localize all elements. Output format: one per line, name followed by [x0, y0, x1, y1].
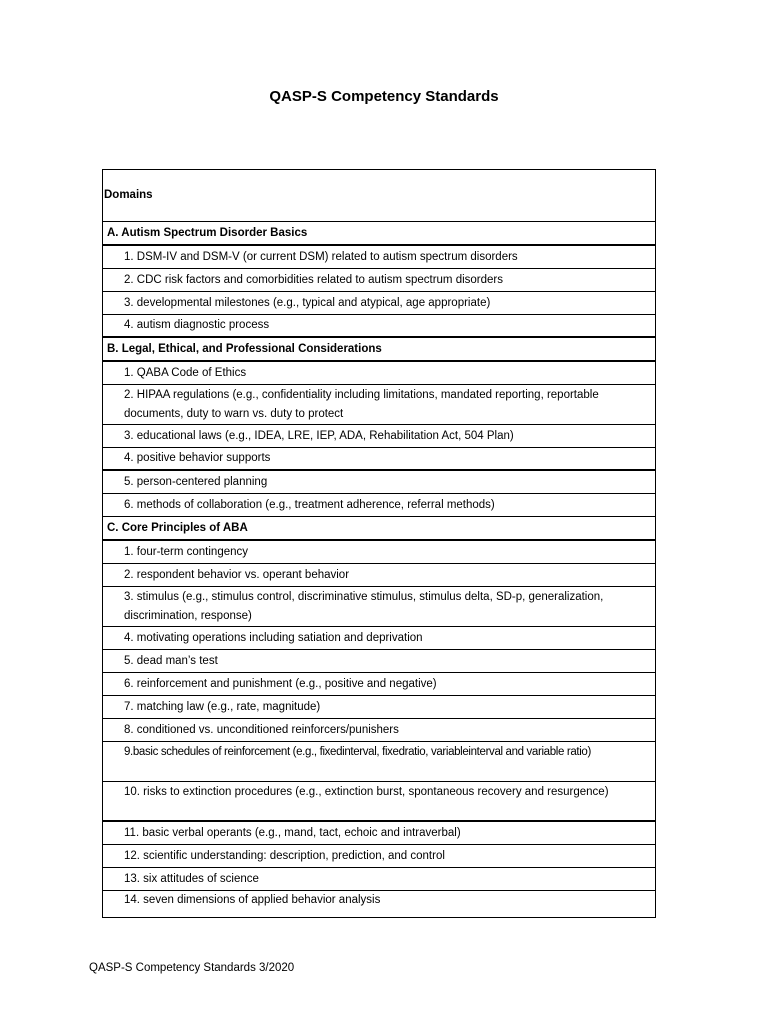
item-text: 4. positive behavior supports — [124, 452, 271, 464]
item-text: 1. four-term contingency — [124, 545, 249, 558]
item-text: 4. autism diagnostic process — [124, 319, 270, 331]
item-text: 3. educational laws (e.g., IDEA, LRE, IEP, ADA, Rehabilitation Act, 504 Plan) — [124, 429, 514, 442]
item-text: 1. DSM-IV and DSM-V (or current DSM) related to autism spectrum disorders — [124, 250, 518, 263]
item-text: 6. reinforcement and punishment (e.g., positive and negative) — [124, 677, 437, 690]
table-row — [103, 541, 655, 564]
table-row — [103, 246, 655, 269]
table-row — [103, 269, 655, 292]
table-row — [103, 650, 655, 673]
table-row — [103, 425, 655, 448]
table-row — [103, 315, 655, 338]
table-row — [103, 891, 655, 917]
table-row — [103, 696, 655, 719]
item-text: 2. CDC risk factors and comorbidities related to autism spectrum disorders — [124, 273, 504, 286]
item-text: 2. HIPAA regulations (e.g., confidentiality including limitations, mandated reporting, reportable documents, duty to warn vs. duty to protect — [124, 389, 599, 420]
table-row — [103, 719, 655, 742]
page-footer: QASP-S Competency Standards 3/2020 — [89, 962, 295, 974]
table-row — [103, 471, 655, 494]
table-row — [103, 673, 655, 696]
table-row — [103, 742, 655, 782]
item-text: 9.basic schedules of reinforcement (e.g., fixedinterval, fixedratio, variableinterval and variable ratio) — [124, 746, 591, 758]
table-row — [103, 494, 655, 517]
domain-heading-b: B. Legal, Ethical, and Professional Considerations — [103, 338, 655, 362]
item-text: 8. conditioned vs. unconditioned reinforcers/punishers — [124, 723, 399, 736]
table-row — [103, 845, 655, 868]
domain-heading-a: A. Autism Spectrum Disorder Basics — [103, 222, 655, 246]
item-text: 4. motivating operations including satiation and deprivation — [124, 631, 423, 644]
table-row — [103, 587, 655, 627]
item-text: 12. scientific understanding: description, prediction, and control — [124, 849, 445, 862]
table-row — [103, 822, 655, 845]
item-text: 7. matching law (e.g., rate, magnitude) — [124, 700, 321, 713]
table-row — [103, 292, 655, 315]
item-text: 1. QABA Code of Ethics — [124, 366, 247, 379]
item-text: 13. six attitudes of science — [124, 872, 259, 885]
standards-table — [102, 169, 656, 918]
item-text: 3. developmental milestones (e.g., typical and atypical, age appropriate) — [124, 296, 491, 309]
item-text: 14. seven dimensions of applied behavior analysis — [124, 894, 381, 906]
table-row — [103, 362, 655, 385]
table-row — [103, 385, 655, 425]
page-title: QASP-S Competency Standards — [269, 88, 499, 105]
table-row — [103, 627, 655, 650]
table-row — [103, 448, 655, 471]
item-text: 5. dead man’s test — [124, 654, 218, 667]
item-text: 10. risks to extinction procedures (e.g., extinction burst, spontaneous recovery and resurgence) — [124, 786, 609, 798]
table-header: Domains — [103, 170, 655, 222]
table-row — [103, 782, 655, 822]
item-text: 5. person-centered planning — [124, 475, 268, 488]
item-text: 2. respondent behavior vs. operant behavior — [124, 568, 350, 581]
table-row — [103, 868, 655, 891]
table-row — [103, 564, 655, 587]
item-text: 6. methods of collaboration (e.g., treatment adherence, referral methods) — [124, 498, 495, 511]
domain-heading-c: C. Core Principles of ABA — [103, 517, 655, 541]
item-text: 11. basic verbal operants (e.g., mand, tact, echoic and intraverbal) — [124, 826, 461, 839]
item-text: 3. stimulus (e.g., stimulus control, discriminative stimulus, stimulus delta, SD-p, generalization, discrimination, response) — [124, 591, 604, 622]
